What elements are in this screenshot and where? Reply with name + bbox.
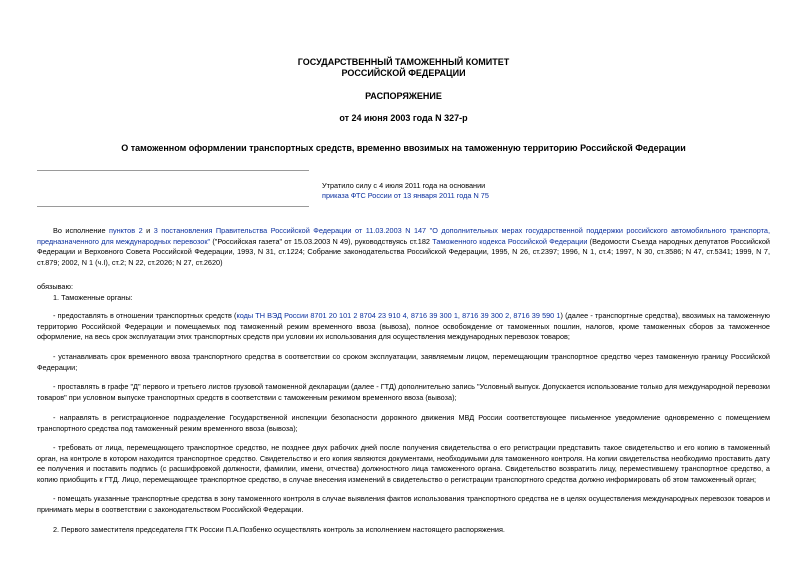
item-text: - предоставлять в отношении транспортных средств (	[53, 311, 237, 320]
item-1-e: - требовать от лица, перемещающего транспортное средство, не позднее двух рабочих дней после получения свидетельства о его регистрации представить такое свидетельство и его копию в таможенный орган, на контроле в котором находится транспортное средство. Свидетельство и его копия являются документами, необходимыми для таможенного контроля. На копии свидетельства необходимо проставить дату ее получения и поставить подпись (с расшифровкой должности, фамилии, имени, отчества) должностного лица таможенного органа. Свидетельство возвратить лицу, переместившему транспортное средство, а копию приобщить к ГТД. Лицо, перемещающее транспортное средство, в случае внесения изменений в свидетельство о регистрации транспортного средства должно информировать об этом таможенный орган;	[37, 443, 770, 484]
status-note-text: Утратило силу с 4 июля 2011 года на основании	[322, 181, 486, 190]
link-clause-2[interactable]: пунктов 2	[109, 226, 143, 235]
item-1-c: - проставлять в графе "Д" первого и третьего листов грузовой таможенной декларации (далее - ГТД) дополнительно запись "Условный выпуск. Допускается использование только для международной перевозки товаров" при условном выпуске транспортных средств в соответствии с таможенным режимом временного ввоза (вывоза);	[37, 382, 770, 402]
divider-left-top	[37, 170, 309, 171]
status-note-link[interactable]: приказа ФТС России от 13 января 2011 года N 75	[322, 191, 489, 200]
link-clause-3[interactable]: 3	[153, 226, 158, 235]
item-2: 2. Первого заместителя председателя ГТК России П.А.Позбенко осуществлять контроль за исполнением настоящего распоряжения.	[53, 525, 505, 534]
doc-type: РАСПОРЯЖЕНИЕ	[365, 91, 442, 101]
org-name-line2: РОССИЙСКОЙ ФЕДЕРАЦИИ	[341, 68, 466, 78]
doc-date-number: от 24 июня 2003 года N 327-р	[339, 113, 468, 123]
status-note-link-wrap	[322, 191, 489, 201]
preamble-text: (Ведомости Съезда народных депутатов Российской Федерации и Верховного Совета Российской Федерации, 1993, N 31, ст.1224; Собрание законодательства Российской Федерации, 1995, N 26, ст.2397; 1996, N 1, ст.4; 1997, N 30, ст.3586; N 47, ст.5341; 1999, N 7, ст.879; 2002, N 1 (ч.I), ст.2; N 22, ст.2026; N 27, ст.2620)	[37, 236, 770, 267]
preamble-paragraph	[37, 226, 770, 268]
item-1-a	[37, 311, 770, 343]
obligate-line: обязываю:	[37, 282, 73, 291]
link-customs-code[interactable]: Таможенного кодекса Российской Федерации	[432, 236, 588, 246]
divider-left-bottom	[37, 206, 309, 207]
preamble-text: ("Российская газета" от 15.03.2003 N 49), руководствуясь ст.182	[210, 236, 433, 246]
item-1-b: - устанавливать срок временного ввоза транспортного средства в соответствии со сроком эксплуатации, заявляемым лицом, перемещающим транспортное средство через таможенную границу Российской Федерации;	[37, 352, 770, 372]
doc-title: О таможенном оформлении транспортных средств, временно ввозимых на таможенную территорию Российской Федерации	[121, 143, 686, 153]
link-hs-codes[interactable]: коды ТН ВЭД России 8701 20 101 2 8704 23 910 4, 8716 39 300 1, 8716 39 300 2, 8716 39 590 1	[236, 311, 561, 320]
link-government-decree[interactable]: постановления Правительства Российской Федерации от 11.03.2003 N 147 "О дополнительных мерах государственной поддержки российского автомобильного транспорта, предназначенного для международных перевозок"	[37, 226, 770, 246]
item-text: ) (далее - транспортные средства), ввозимых на таможенную территорию Российской Федерации и помещаемых под таможенный режим временного ввоза (вывоза), полное освобождение от таможенных пошлин, налогов, кроме таможенных сборов за таможенное оформление, на весь срок эксплуатации этих транспортных средств при условии их использования для осуществления международных перевозок товаров;	[37, 311, 770, 342]
item-1-f: - помещать указанные транспортные средства в зону таможенного контроля в случае выявления фактов использования транспортного средства не в целях осуществления международных перевозок товаров и принимать меры в соответствии с законодательством Российской Федерации.	[37, 494, 770, 514]
org-name-line1: ГОСУДАРСТВЕННЫЙ ТАМОЖЕННЫЙ КОМИТЕТ	[297, 57, 510, 67]
preamble-text: и	[142, 226, 154, 235]
item-1-heading: 1. Таможенные органы:	[53, 293, 133, 302]
item-1-d: - направлять в регистрационное подразделение Государственной инспекции безопасности дорожного движения МВД России соответствующее письменное уведомление одновременно с помещением транспортного средства под таможенный режим временного ввоза (вывоза);	[37, 413, 770, 433]
preamble-text: Во исполнение	[53, 226, 109, 235]
